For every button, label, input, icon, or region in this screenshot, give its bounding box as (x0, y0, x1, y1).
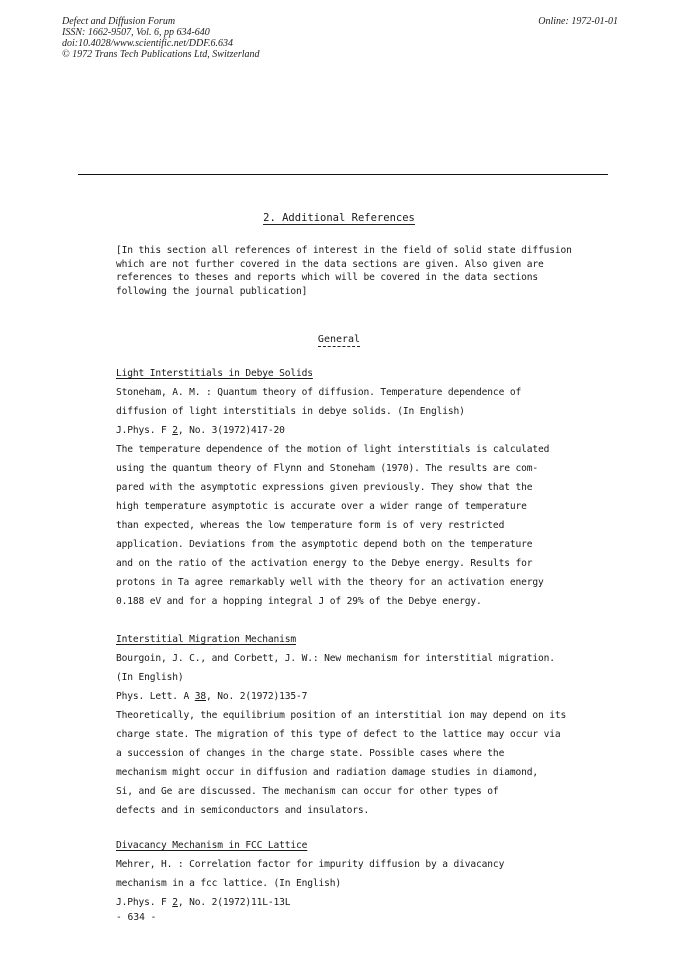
entry-title: Light Interstitials in Debye Solids (116, 368, 313, 379)
header-divider (78, 174, 608, 175)
entry-authors-line: Mehrer, H. : Correlation factor for impurity diffusion by a divacancy (116, 859, 505, 870)
copyright-line: © 1972 Trans Tech Publications Ltd, Switzerland (62, 49, 260, 60)
reference-entry (116, 630, 596, 820)
reference-entry (116, 364, 596, 611)
volume-number: 38 (194, 691, 207, 702)
entry-authors-line: mechanism in a fcc lattice. (In English) (116, 878, 342, 889)
abstract-line: Si, and Ge are discussed. The mechanism can occur for other types of (116, 786, 499, 797)
issn-line: ISSN: 1662-9507, Vol. 6, pp 634-640 (62, 27, 210, 38)
section-title: 2. Additional References (263, 212, 415, 224)
abstract-line: than expected, whereas the low temperature form is of very restricted (116, 520, 505, 531)
entry-authors-line: (In English) (116, 672, 184, 683)
journal-name: Defect and Diffusion Forum (62, 16, 176, 27)
entry-authors-line: Stoneham, A. M. : Quantum theory of diffusion. Temperature dependence of (116, 387, 522, 398)
section-intro (116, 244, 596, 298)
abstract-line: mechanism might occur in diffusion and radiation damage studies in diamond, (116, 767, 538, 778)
reference-entry (116, 836, 596, 912)
entry-citation: Phys. Lett. A 38, No. 2(1972)135-7 (116, 691, 308, 702)
entry-authors-line: diffusion of light interstitials in debye solids. (In English) (116, 406, 465, 417)
entry-abstract (116, 706, 596, 820)
intro-line: following the journal publication] (116, 285, 308, 297)
abstract-line: and on the ratio of the activation energy to the Debye energy. Results for (116, 558, 533, 569)
intro-line: which are not further covered in the data sections are given. Also given are (116, 258, 544, 270)
abstract-line: 0.188 eV and for a hopping integral J of 29% of the Debye energy. (116, 596, 482, 607)
doi-line: doi:10.4028/www.scientific.net/DDF.6.634 (62, 38, 234, 49)
volume-number: 2 (172, 897, 178, 908)
abstract-line: defects and in semiconductors and insulators. (116, 805, 370, 816)
page-number: - 634 - (116, 912, 157, 923)
entry-citation: J.Phys. F 2, No. 2(1972)11L-13L (116, 897, 291, 908)
abstract-line: application. Deviations from the asymptotic depend both on the temperature (116, 539, 533, 550)
abstract-line: charge state. The migration of this type of defect to the lattice may occur via (116, 729, 561, 740)
abstract-line: The temperature dependence of the motion of light interstitials is calculated (116, 444, 550, 455)
abstract-line: Theoretically, the equilibrium position of an interstitial ion may depend on its (116, 710, 567, 721)
entry-title: Divacancy Mechanism in FCC Lattice (116, 840, 308, 851)
subheading-general: General (317, 334, 361, 345)
abstract-line: high temperature asymptotic is accurate over a wider range of temperature (116, 501, 527, 512)
journal-header (62, 16, 260, 60)
abstract-line: using the quantum theory of Flynn and Stoneham (1970). The results are com- (116, 463, 538, 474)
abstract-line: protons in Ta agree remarkably well with the theory for an activation energy (116, 577, 544, 588)
online-date: Online: 1972-01-01 (538, 16, 618, 27)
abstract-line: a succession of changes in the charge state. Possible cases where the (116, 748, 505, 759)
entry-title: Interstitial Migration Mechanism (116, 634, 297, 645)
entry-abstract (116, 440, 596, 611)
intro-line: references to theses and reports which will be covered in the data sections (116, 272, 538, 283)
volume-number: 2 (172, 425, 178, 436)
entry-citation: J.Phys. F 2, No. 3(1972)417-20 (116, 425, 285, 436)
intro-line: [In this section all references of interest in the field of solid state diffusion (116, 245, 572, 256)
abstract-line: pared with the asymptotic expressions given previously. They show that the (116, 482, 533, 493)
entry-authors-line: Bourgoin, J. C., and Corbett, J. W.: New mechanism for interstitial migration. (116, 653, 555, 664)
